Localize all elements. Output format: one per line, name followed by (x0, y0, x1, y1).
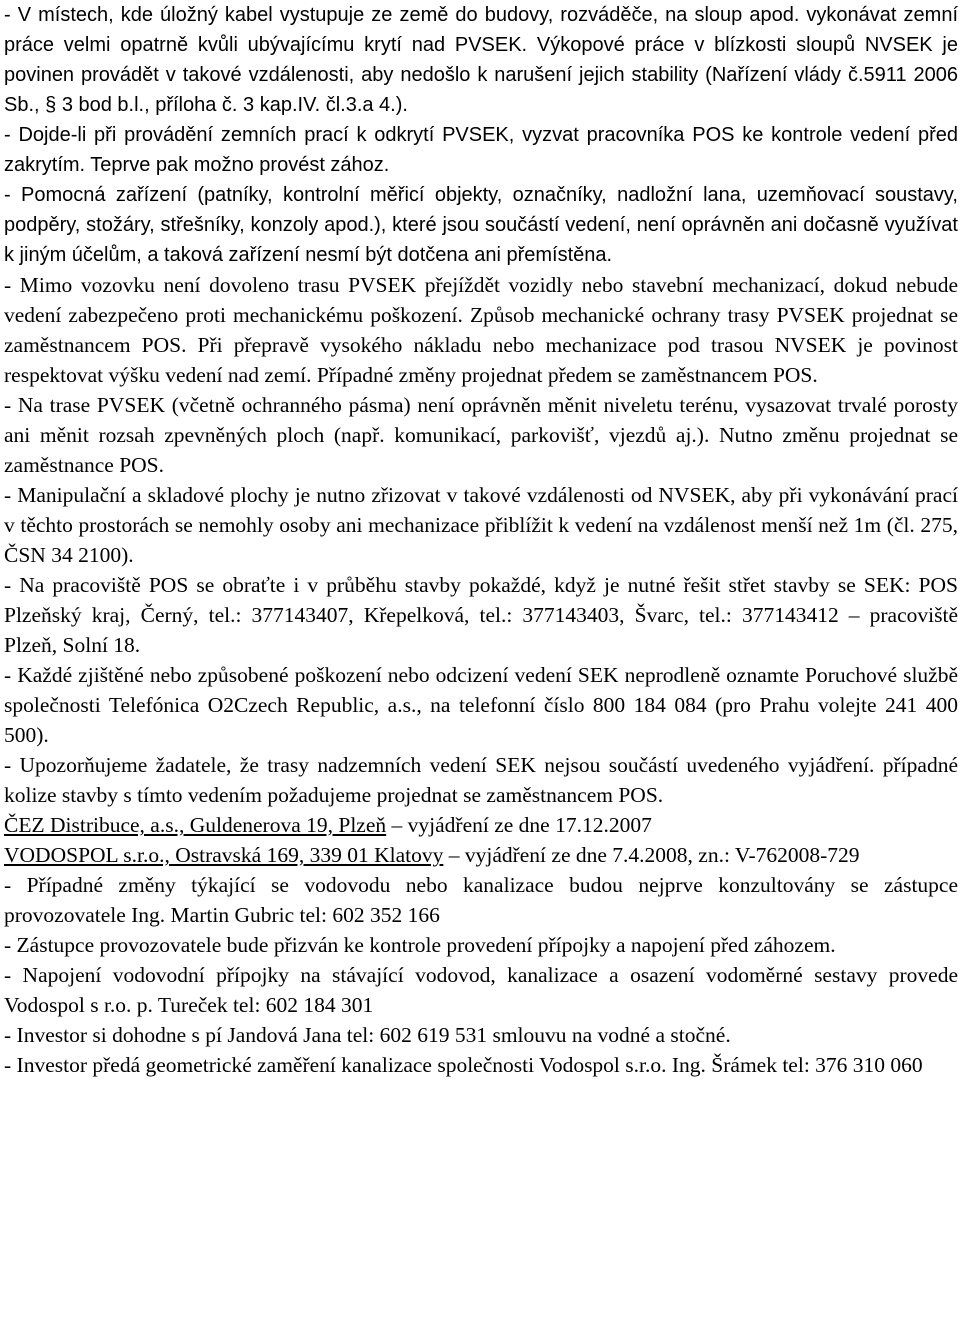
list-item: - Mimo vozovku není dovoleno trasu PVSEK přejíždět vozidly nebo stavební mechanizací, dokud nebude vedení zabezpečeno proti mechanickému poškození. Způsob mechanické ochrany trasy PVSEK projednat se zaměstnancem POS. Při přepravě vysokého nákladu nebo mechanizace pod trasou NVSEK je povinost respektovat výšku vedení nad zemí. Případné změny projednat předem se zaměstnancem POS. (4, 273, 958, 387)
list-item: - Zástupce provozovatele bude přizván ke kontrole provedení přípojky a napojení před záhozem. (4, 933, 836, 957)
vodospol-address: VODOSPOL s.r.o., Ostravská 169, 339 01 Klatovy (4, 843, 444, 867)
telefonica-conditions-list (4, 0, 958, 810)
list-item: - Investor si dohodne s pí Jandová Jana tel: 602 619 531 smlouvu na vodné a stočné. (4, 1023, 731, 1047)
list-item: - Na pracoviště POS se obraťte i v průběhu stavby pokaždé, když je nutné řešit střet stavby se SEK: POS Plzeňský kraj, Černý, tel.: 377143407, Křepelková, tel.: 377143403, Švarc, tel.: 377143412 – pracoviště Plzeň, Solní 18. (4, 573, 958, 657)
cez-heading (4, 810, 958, 840)
list-item: - Manipulační a skladové plochy je nutno zřizovat v takové vzdálenosti od NVSEK, aby při vykonávání prací v těchto prostorách se nemohly osoby ani mechanizace přiblížit k vedení na vzdálenost menší než 1m (čl. 275, ČSN 34 2100). (4, 483, 958, 567)
vodospol-statement-date: – vyjádření ze dne 7.4.2008, zn.: V-762008-729 (443, 843, 860, 867)
list-item: - Na trase PVSEK (včetně ochranného pásma) není oprávněn měnit niveletu terénu, vysazovat trvalé porosty ani měnit rozsah zpevněných ploch (např. komunikací, parkovišť, vjezdů aj.). Nutno změnu projednat se zaměstnance POS. (4, 393, 958, 477)
vodospol-conditions-list (4, 870, 958, 1080)
vodospol-heading (4, 840, 958, 870)
list-item: - V místech, kde úložný kabel vystupuje ze země do budovy, rozváděče, na sloup apod. vykonávat zemní práce velmi opatrně kvůli ubývajícímu krytí nad PVSEK. Výkopové práce v blízkosti sloupů NVSEK je povinen provádět v takové vzdálenosti, aby nedošlo k narušení jejich stability (Nařízení vlády č.5911 2006 Sb., § 3 bod b.l., příloha č. 3 kap.IV. čl.3.a 4.). (4, 4, 958, 116)
list-item: - Každé zjištěné nebo způsobené poškození nebo odcizení vedení SEK neprodleně oznamte Poruchové službě společnosti Telefónica O2Czech Republic, a.s., na telefonní číslo 800 184 084 (pro Prahu volejte 241 400 500). (4, 663, 958, 747)
list-item: - Pomocná zařízení (patníky, kontrolní měřicí objekty, označníky, nadložní lana, uzemňovací soustavy, podpěry, stožáry, střešníky, konzoly apod.), které jsou součástí vedení, není oprávněn ani dočasně využívat k jiným účelům, a taková zařízení nesmí být dotčena ani přemístěna. (4, 184, 958, 266)
cez-statement-date: – vyjádření ze dne 17.12.2007 (386, 813, 652, 837)
cez-address: ČEZ Distribuce, a.s., Guldenerova 19, Plzeň (4, 813, 387, 837)
list-item: - Upozorňujeme žadatele, že trasy nadzemních vedení SEK nejsou součástí uvedeného vyjádření. případné kolize stavby s tímto vedením požadujeme projednat se zaměstnancem POS. (4, 753, 958, 807)
list-item: - Investor předá geometrické zaměření kanalizace společnosti Vodospol s.r.o. Ing. Šrámek tel: 376 310 060 (4, 1053, 923, 1077)
list-item: - Napojení vodovodní přípojky na stávající vodovod, kanalizace a osazení vodoměrné sestavy provede Vodospol s r.o. p. Tureček tel: 602 184 301 (4, 963, 958, 1017)
list-item: - Případné změny týkající se vodovodu nebo kanalizace budou nejprve konzultovány se zástupce provozovatele Ing. Martin Gubric tel: 602 352 166 (4, 873, 958, 927)
list-item: - Dojde-li při provádění zemních prací k odkrytí PVSEK, vyzvat pracovníka POS ke kontrole vedení před zakrytím. Teprve pak možno provést zához. (4, 124, 958, 176)
